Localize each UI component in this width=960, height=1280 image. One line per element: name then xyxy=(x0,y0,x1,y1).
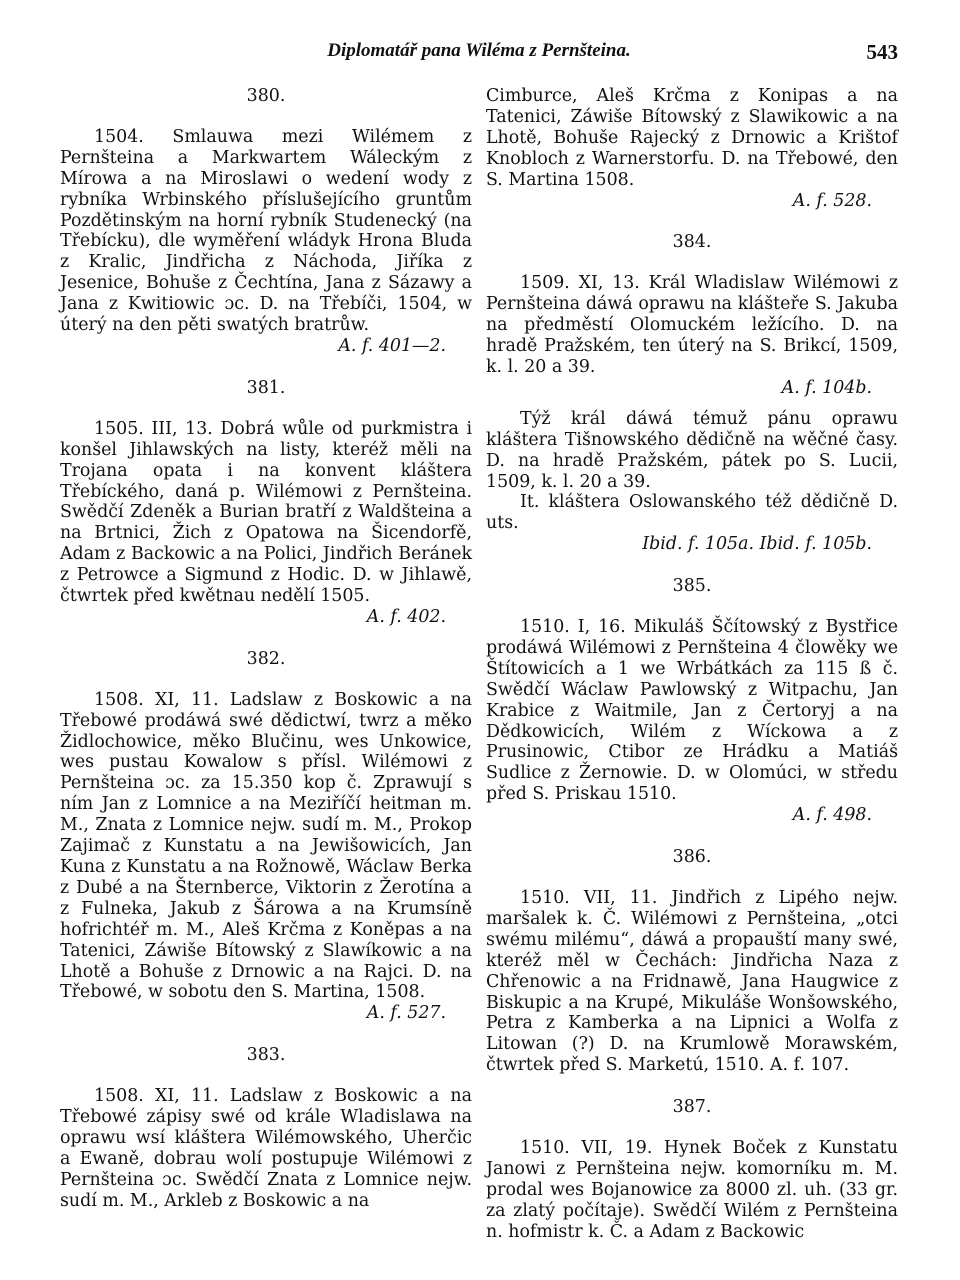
entry-text: 1508. XI, 11. Ladslaw z Boskowic a na Třebowé prodáwá swé dědictwí, twrz a měko Židlochowice, měko Blučinu, wes Unkowice, wes pustau Kowalow s přísl. Wilémowi z Pernšteina ɔc. za 15.350 kop č. Zprawují s ním Jan z Lomnice a na Meziříčí heitman m. M., Znata z Lomnice nejw. sudí m. M., Prokop Zajimač z Kunstatu a na Jewišowicích, Jan Kuna z Kunstatu a na Rožnowě, Wáclaw Berka z Dubé a na Šternberce, Viktorin z Žerotína a z Fulneka, Jakub z Šárowa a na Krumsíně hofrichtéř m. M., Aleš Krčma z Koněpas a na Tatenici, Záwiše Bítowský z Slawíkowic a na Lhotě a Bohuše z Drnowic a na Rajci. D. na Třebowé, w sobotu den S. Martina, 1508. xyxy=(60,689,472,1003)
entry-text: 1510. I, 16. Mikuláš Ščítowský z Bystřice prodáwá Wilémowi z Pernšteina 4 člowěky we Štítowicích a 1 we Wrbátkách za 115 ß č. Swědčí Wáclaw Pawlowský z Witpachu, Jan Krabice z Waitmile, Jan z Čertoryj a na Dědkowicích, Wilém z Wíckowa a z Prusinowic, Ctibor ze Hrádku a Matiáš Sudlice z Žernowie. D. w Olomúci, w středu před S. Priskau 1510. xyxy=(486,617,898,805)
entry-text: 1504. Smlauwa mezi Wilémem z Pernšteina a Markwartem Wáleckým z Mírowa a na Miroslawi o wedení wody z rybníka Wrbinského příslušejícího gruntům Pozdětinským na horní rybník Studenecký (na Třebícku), dle wyměření wládyk Hrona Bluda z Kralic, Jindřicha z Náchoda, Jiříka z Jesenice, Bohuše z Čechtína, Jana z Sázawy a Jana z Kwitiowic ɔc. D. na Třebíči, 1504, w úterý na den pěti swatých bratrůw. xyxy=(60,126,472,336)
entry-number: 387. xyxy=(672,1097,712,1118)
entry-number: 384. xyxy=(672,232,712,253)
entry-citation: A. f. 402. xyxy=(366,606,446,627)
left-column xyxy=(60,86,472,1212)
entry-citation: Ibid. f. 105a. Ibid. f. 105b. xyxy=(642,534,872,555)
entry-text: 1510. VII, 11. Jindřich z Lipého nejw. maršalek k. Č. Wilémowi z Pernšteina, „otci swému milému“, dáwá a propauští many swé, kteréž měl w Čechách: Jindřicha Naza z Chřenowic a na Fridnawě, Jana Haugwice z Biskupic a na Krupé, Mikuláše Wonšowského, Petra z Kamberka a na Lipnici a Wolfa z Litowan (?) D. na Krumlowě Morawském, čtwrtek před S. Marketú, 1510. A. f. 107. xyxy=(486,888,898,1076)
entry-text: 1509. XI, 13. Král Wladislaw Wilémowi z Pernšteina dáwá oprawu na klášteře S. Jakuba na předměstí Olomuckém ležícího. D. na hradě Pražském, ten úterý na S. Brikcí, 1509, k. l. 20 a 39. xyxy=(486,273,898,377)
entry-citation: A. f. 401—2. xyxy=(338,335,446,356)
entry-number: 381. xyxy=(246,377,286,398)
entry-number: 386. xyxy=(672,847,712,868)
entry-citation: A. f. 498. xyxy=(792,805,872,826)
right-column xyxy=(486,86,898,1243)
entry-text-continued: Cimburce, Aleš Krčma z Konipas a na Tatenici, Záwiše Bítowský z Slawikowic a na Lhotě, Bohuše Rajecký z Drnowic a Krištof Knobloch z Warnerstorfu. D. na Třebowé, den S. Martina 1508. xyxy=(486,86,898,190)
entry-text: Týž král dáwá témuž pánu oprawu kláštera Tišnowského dědičně na wěčné časy. D. na hradě Pražském, pátek po S. Lucii, 1509, k. l. 20 a 39. xyxy=(486,408,898,492)
entry-citation: A. f. 104b. xyxy=(781,377,872,398)
entry-number: 380. xyxy=(246,86,286,106)
running-title: Diplomatář pana Wiléma z Pernšteina. xyxy=(327,40,631,61)
entry-number: 383. xyxy=(246,1045,286,1066)
entry-number: 382. xyxy=(246,648,286,669)
entry-text: 1508. XI, 11. Ladslaw z Boskowic a na Třebowé zápisy swé od krále Wladislawa na oprawu wsí kláštera Wilémowského, Uherčic a Ewaně, dobrau wolí postupuje Wilémowi z Pernšteina ɔc. Swědčí Znata z Lomnice nejw. sudí m. M., Arkleb z Boskowic a na xyxy=(60,1086,472,1211)
entry-text: 1510. VII, 19. Hynek Boček z Kunstatu Janowi z Pernšteina nejw. komorníku m. M. prodal wes Bojanowice za 8000 zl. uh. (33 gr. za zlatý počítaje). Swědčí Wilém z Pernšteina n. hofmistr k. Č. a Adam z Backowic xyxy=(486,1138,898,1242)
entry-text: 1505. III, 13. Dobrá wůle od purkmistra i konšel Jihlawských na listy, kteréž měli na Trojana opata i na konvent kláštera Třebíckého, daná p. Wilémowi z Pernšteina. Swědčí Zdeněk a Burian bratří z Waldšteina a na Brtnici, Žich z Opatowa na Šicendorfě, Adam z Backowic a na Polici, Jindřich Beránek z Petrowce a Sigmund z Hodic. D. w Jihlawě, čtwrtek před kwětnau nedělí 1505. xyxy=(60,418,472,607)
page-number: 543 xyxy=(866,40,898,64)
entry-number: 385. xyxy=(672,576,712,597)
entry-text: It. kláštera Oslowanského též dědičně D. uts. xyxy=(486,492,898,534)
page-header xyxy=(60,38,898,70)
entry-citation: A. f. 527. xyxy=(366,1003,446,1024)
entry-citation: A. f. 528. xyxy=(792,190,872,211)
